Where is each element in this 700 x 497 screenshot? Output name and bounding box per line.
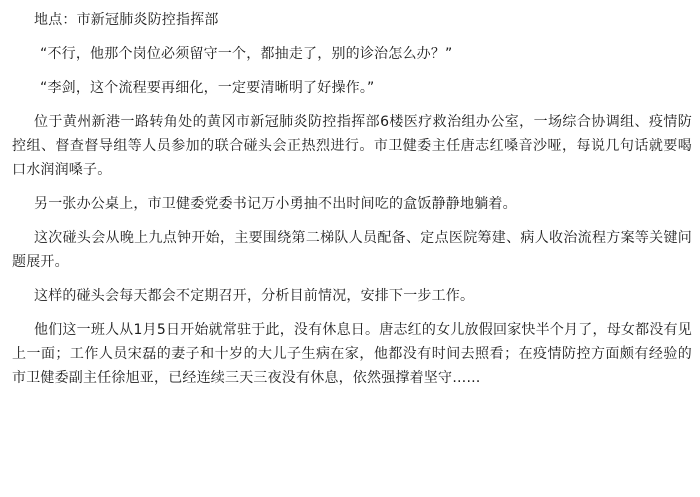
paragraph-5: 他们这一班人从1月5日开始就常驻于此，没有休息日。唐志红的女儿放假回家快半个月了，母女都没有见上一面；工作人员宋磊的妻子和十岁的大儿子生病在家，他都没有时间去照看；在疫情防控方面颇有经验的市卫健委副主任徐旭亚，已经连续三天三夜没有休息，依然强撑着坚守……: [12, 322, 692, 386]
quote-1: “不行，他那个岗位必须留守一个，都抽走了，别的诊治怎么办？”: [40, 46, 453, 62]
paragraph-1: 位于黄州新港一路转角处的黄冈市新冠肺炎防控指挥部6楼医疗救治组办公室，一场综合协调组、疫情防控组、督查督导组等人员参加的联合碰头会正热烈进行。市卫健委主任唐志红嗓音沙哑，每说几句话就要喝口水润润嗓子。: [12, 114, 692, 178]
paragraph-4: 这样的碰头会每天都会不定期召开，分析目前情况，安排下一步工作。: [34, 288, 475, 304]
location-line: 地点：市新冠肺炎防控指挥部: [34, 12, 219, 28]
paragraph-2: 另一张办公桌上，市卫健委党委书记万小勇抽不出时间吃的盒饭静静地躺着。: [34, 196, 517, 212]
paragraph-3: 这次碰头会从晚上九点钟开始，主要围绕第二梯队人员配备、定点医院筹建、病人收治流程方案等关键问题展开。: [12, 230, 692, 270]
quote-2: “李剑，这个流程要再细化，一定要清晰明了好操作。”: [40, 80, 375, 96]
